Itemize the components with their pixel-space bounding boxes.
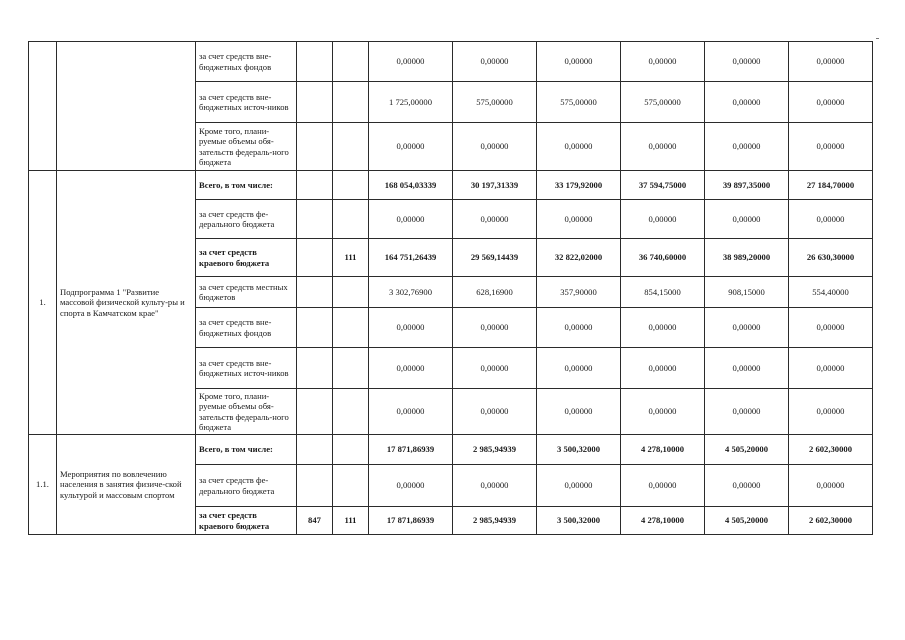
value-cell: 0,00000 [705, 82, 789, 123]
value-cell: 0,00000 [369, 42, 453, 82]
value-cell: 0,00000 [621, 308, 705, 348]
value-cell: 4 278,10000 [621, 507, 705, 535]
group-name: Подпрограмма 1 "Развитие массовой физической культу-ры и спорта в Камчатском крае" [57, 171, 196, 435]
code-cell [297, 348, 333, 389]
value-cell: 33 179,92000 [537, 171, 621, 200]
value-cell: 357,90000 [537, 277, 621, 308]
value-cell: 30 197,31339 [453, 171, 537, 200]
row-description: за счет средств местных бюджетов [196, 277, 297, 308]
value-cell: 2 985,94939 [453, 507, 537, 535]
value-cell: 0,00000 [621, 465, 705, 507]
value-cell: 628,16900 [453, 277, 537, 308]
value-cell: 0,00000 [369, 389, 453, 435]
code-cell: 111 [333, 507, 369, 535]
value-cell: 0,00000 [621, 123, 705, 171]
code-cell [333, 42, 369, 82]
value-cell: 0,00000 [537, 42, 621, 82]
row-description: за счет средств вне-бюджетных источ-ников [196, 82, 297, 123]
value-cell: 37 594,75000 [621, 171, 705, 200]
value-cell: 575,00000 [453, 82, 537, 123]
value-cell: 0,00000 [453, 465, 537, 507]
code-cell [333, 435, 369, 465]
value-cell: 36 740,60000 [621, 239, 705, 277]
code-cell [297, 435, 333, 465]
code-cell [297, 308, 333, 348]
value-cell: 27 184,70000 [789, 171, 873, 200]
value-cell: 0,00000 [537, 123, 621, 171]
row-description: Всего, в том числе: [196, 435, 297, 465]
value-cell: 0,00000 [789, 82, 873, 123]
value-cell: 164 751,26439 [369, 239, 453, 277]
value-cell: 0,00000 [453, 348, 537, 389]
row-description: за счет средств фе-дерального бюджета [196, 200, 297, 239]
table-row [29, 42, 873, 82]
row-description: за счет средств фе-дерального бюджета [196, 465, 297, 507]
value-cell: 0,00000 [705, 465, 789, 507]
value-cell: 0,00000 [705, 123, 789, 171]
group-name [57, 42, 196, 171]
value-cell: 554,40000 [789, 277, 873, 308]
value-cell: 0,00000 [369, 200, 453, 239]
value-cell: 0,00000 [621, 200, 705, 239]
value-cell: 0,00000 [621, 389, 705, 435]
code-cell [297, 200, 333, 239]
value-cell: 3 500,32000 [537, 435, 621, 465]
value-cell: 0,00000 [369, 348, 453, 389]
code-cell [333, 82, 369, 123]
value-cell: 0,00000 [705, 389, 789, 435]
value-cell: 39 897,35000 [705, 171, 789, 200]
value-cell: 0,00000 [705, 308, 789, 348]
code-cell [297, 277, 333, 308]
value-cell: 0,00000 [537, 348, 621, 389]
table-row [29, 435, 873, 465]
table-body [29, 42, 873, 535]
value-cell: 0,00000 [537, 465, 621, 507]
code-cell [297, 465, 333, 507]
row-description: за счет средств краевого бюджета [196, 239, 297, 277]
code-cell [297, 123, 333, 171]
value-cell: 0,00000 [789, 123, 873, 171]
value-cell: 2 602,30000 [789, 435, 873, 465]
code-cell [333, 389, 369, 435]
code-cell [297, 239, 333, 277]
value-cell: 29 569,14439 [453, 239, 537, 277]
code-cell [333, 308, 369, 348]
value-cell: 0,00000 [789, 348, 873, 389]
value-cell: 38 989,20000 [705, 239, 789, 277]
value-cell: 3 500,32000 [537, 507, 621, 535]
value-cell: 4 505,20000 [705, 435, 789, 465]
value-cell: 168 054,03339 [369, 171, 453, 200]
value-cell: 0,00000 [537, 200, 621, 239]
value-cell: 0,00000 [537, 308, 621, 348]
value-cell: 0,00000 [453, 389, 537, 435]
value-cell: 0,00000 [705, 348, 789, 389]
group-name: Мероприятия по вовлечению населения в занятия физиче-ской культурой и массовым спортом [57, 435, 196, 535]
value-cell: 4 505,20000 [705, 507, 789, 535]
code-cell [333, 465, 369, 507]
code-cell: 111 [333, 239, 369, 277]
value-cell: 1 725,00000 [369, 82, 453, 123]
code-cell [333, 171, 369, 200]
code-cell [297, 389, 333, 435]
value-cell: 2 602,30000 [789, 507, 873, 535]
value-cell: 3 302,76900 [369, 277, 453, 308]
code-cell [297, 171, 333, 200]
value-cell: 0,00000 [453, 123, 537, 171]
value-cell: 17 871,86939 [369, 507, 453, 535]
value-cell: 0,00000 [453, 308, 537, 348]
value-cell: 0,00000 [369, 465, 453, 507]
scan-speck [876, 38, 879, 39]
code-cell [333, 277, 369, 308]
table-row [29, 171, 873, 200]
code-cell [297, 42, 333, 82]
row-description: Кроме того, плани-руемые объемы обя-зательств федераль-ного бюджета [196, 389, 297, 435]
value-cell: 854,15000 [621, 277, 705, 308]
code-cell [297, 82, 333, 123]
code-cell: 847 [297, 507, 333, 535]
value-cell: 0,00000 [789, 200, 873, 239]
value-cell: 0,00000 [789, 308, 873, 348]
value-cell: 32 822,02000 [537, 239, 621, 277]
value-cell: 17 871,86939 [369, 435, 453, 465]
budget-table [28, 41, 873, 535]
group-index: 1. [29, 171, 57, 435]
value-cell: 575,00000 [537, 82, 621, 123]
value-cell: 908,15000 [705, 277, 789, 308]
value-cell: 0,00000 [789, 389, 873, 435]
value-cell: 575,00000 [621, 82, 705, 123]
code-cell [333, 123, 369, 171]
row-description: за счет средств вне-бюджетных источ-ников [196, 348, 297, 389]
row-description: Кроме того, плани-руемые объемы обя-зательств федераль-ного бюджета [196, 123, 297, 171]
value-cell: 0,00000 [621, 42, 705, 82]
value-cell: 0,00000 [789, 465, 873, 507]
value-cell: 0,00000 [621, 348, 705, 389]
value-cell: 0,00000 [453, 42, 537, 82]
row-description: за счет средств вне-бюджетных фондов [196, 42, 297, 82]
row-description: за счет средств вне-бюджетных фондов [196, 308, 297, 348]
value-cell: 26 630,30000 [789, 239, 873, 277]
value-cell: 0,00000 [705, 42, 789, 82]
value-cell: 0,00000 [789, 42, 873, 82]
value-cell: 0,00000 [453, 200, 537, 239]
code-cell [333, 200, 369, 239]
code-cell [333, 348, 369, 389]
row-description: Всего, в том числе: [196, 171, 297, 200]
group-index [29, 42, 57, 171]
value-cell: 0,00000 [537, 389, 621, 435]
value-cell: 2 985,94939 [453, 435, 537, 465]
row-description: за счет средств краевого бюджета [196, 507, 297, 535]
group-index: 1.1. [29, 435, 57, 535]
value-cell: 0,00000 [369, 123, 453, 171]
value-cell: 0,00000 [369, 308, 453, 348]
value-cell: 0,00000 [705, 200, 789, 239]
value-cell: 4 278,10000 [621, 435, 705, 465]
